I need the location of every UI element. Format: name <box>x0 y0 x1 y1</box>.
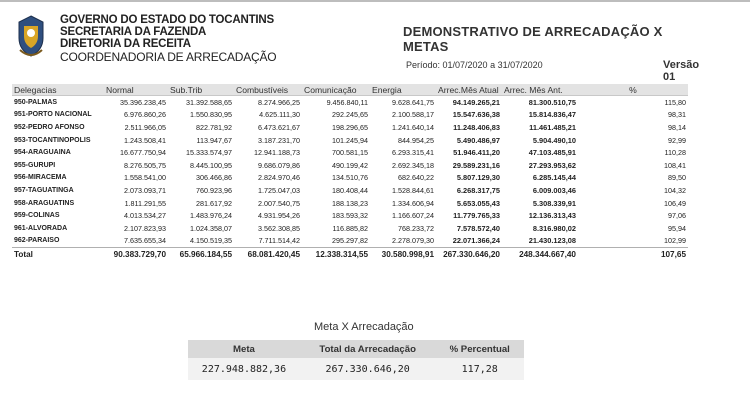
cell-combustiveis: 3.187.231,70 <box>258 135 300 145</box>
cell-combustiveis: 4.931.954,26 <box>258 211 300 221</box>
table-row <box>12 134 688 147</box>
cell-delegacias: 962-PARAISO <box>14 237 60 245</box>
cell-comunicacao: 180.408,44 <box>332 185 368 195</box>
table-row <box>12 109 688 122</box>
cell-delegacias: 956-MIRACEMA <box>14 174 67 182</box>
cell-percent: 92,99 <box>668 135 686 145</box>
cell-energia: 2.278.079,30 <box>392 236 434 246</box>
cell-comunicacao: 183.593,32 <box>332 211 368 221</box>
cell-sub-trib: 31.392.588,65 <box>186 97 232 107</box>
cell-sub-trib: 4.150.519,35 <box>190 236 232 246</box>
cell-arrec-mes-atual: 7.578.572,40 <box>456 223 500 233</box>
cell-energia: 844.954,25 <box>398 135 434 145</box>
cell-normal: 2.107.823,93 <box>124 223 166 233</box>
cell-percent: 89,50 <box>668 173 686 183</box>
cell-sub-trib: 15.333.574,97 <box>186 148 232 158</box>
cell-energia: 1.241.640,14 <box>392 122 434 132</box>
cell-percent: 98,31 <box>668 110 686 120</box>
total-delegacias: Total <box>12 248 104 261</box>
cell-arrec-mes-ant: 81.300.510,75 <box>528 97 576 107</box>
cell-arrec-mes-atual: 5.653.055,43 <box>456 198 500 208</box>
cell-comunicacao: 198.296,65 <box>332 122 368 132</box>
total-percent: 107,65 <box>578 248 688 261</box>
table-header-row <box>12 84 688 96</box>
cell-percent: 106,49 <box>664 198 686 208</box>
table-row <box>12 96 688 109</box>
column-header-energia: Energia <box>370 84 436 96</box>
cell-normal: 1.811.291,55 <box>124 198 166 208</box>
meta-header-meta: Meta <box>188 340 300 358</box>
table-row <box>12 222 688 235</box>
cell-sub-trib: 306.466,86 <box>196 173 232 183</box>
cell-energia: 2.100.588,17 <box>392 110 434 120</box>
cell-sub-trib: 822.781,92 <box>196 122 232 132</box>
cell-comunicacao: 116.885,82 <box>332 223 368 233</box>
cell-combustiveis: 8.274.966,25 <box>258 97 300 107</box>
cell-arrec-mes-atual: 29.589.231,16 <box>452 160 500 170</box>
column-header-percent: % <box>578 84 688 96</box>
cell-percent: 97,06 <box>668 211 686 221</box>
cell-combustiveis: 7.711.514,42 <box>258 236 300 246</box>
table-row <box>12 146 688 159</box>
report-period: Período: 01/07/2020 a 31/07/2020 <box>406 60 543 70</box>
cell-delegacias: 959-COLINAS <box>14 212 60 220</box>
cell-percent: 102,99 <box>664 236 686 246</box>
table-row <box>12 209 688 222</box>
cell-normal: 8.276.505,75 <box>124 160 166 170</box>
collection-table <box>12 84 688 261</box>
table-row <box>12 121 688 134</box>
cell-arrec-mes-ant: 21.430.123,08 <box>528 236 576 246</box>
cell-arrec-mes-atual: 11.779.765,33 <box>453 211 500 221</box>
table-row <box>12 197 688 210</box>
cell-combustiveis: 3.562.308,85 <box>258 223 300 233</box>
cell-delegacias: 955-GURUPI <box>14 161 56 169</box>
cell-comunicacao: 292.245,65 <box>332 110 368 120</box>
total-arrec-mes-atual: 267.330.646,20 <box>436 248 502 261</box>
cell-comunicacao: 295.297,82 <box>332 236 368 246</box>
table-row <box>12 172 688 185</box>
cell-percent: 104,32 <box>664 185 686 195</box>
cell-normal: 1.558.541,00 <box>124 173 166 183</box>
cell-delegacias: 958-ARAGUATINS <box>14 199 75 207</box>
cell-percent: 98,14 <box>668 122 686 132</box>
cell-combustiveis: 2.007.540,75 <box>258 198 300 208</box>
cell-arrec-mes-atual: 6.268.317,75 <box>456 185 500 195</box>
cell-normal: 2.073.093,71 <box>124 185 166 195</box>
org-line-directorate: DIRETORIA DA RECEITA <box>60 38 191 50</box>
report-version: Versão 01 <box>663 59 700 83</box>
total-normal: 90.383.729,70 <box>104 248 168 261</box>
cell-sub-trib: 281.617,92 <box>196 198 232 208</box>
total-arrec-mes-ant: 248.344.667,40 <box>502 248 578 261</box>
cell-energia: 1.334.606,94 <box>392 198 434 208</box>
cell-arrec-mes-atual: 22.071.366,24 <box>452 236 500 246</box>
cell-energia: 682.640,22 <box>398 173 434 183</box>
cell-arrec-mes-ant: 27.293.953,62 <box>528 160 576 170</box>
cell-sub-trib: 1.024.358,07 <box>190 223 232 233</box>
meta-summary-table <box>188 340 524 380</box>
cell-arrec-mes-atual: 11.248.406,83 <box>453 122 500 132</box>
meta-header-percent: % Percentual <box>435 340 524 358</box>
meta-value-total: 267.330.646,20 <box>300 358 436 380</box>
top-rule <box>0 0 750 2</box>
cell-normal: 16.677.750,94 <box>120 148 166 158</box>
cell-delegacias: 952-PEDRO AFONSO <box>14 123 85 131</box>
cell-arrec-mes-atual: 15.547.636,38 <box>452 110 500 120</box>
cell-arrec-mes-ant: 11.461.485,21 <box>529 122 576 132</box>
total-energia: 30.580.998,91 <box>370 248 436 261</box>
org-line-coordination: COORDENADORIA DE ARRECADAÇÃO <box>60 50 277 64</box>
org-line-government: GOVERNO DO ESTADO DO TOCANTINS <box>60 14 275 26</box>
cell-delegacias: 961-ALVORADA <box>14 224 68 232</box>
cell-delegacias: 954-ARAGUAINA <box>14 149 71 157</box>
cell-combustiveis: 1.725.047,03 <box>258 185 300 195</box>
cell-sub-trib: 1.550.830,95 <box>190 110 232 120</box>
state-coat-of-arms-icon <box>16 14 46 58</box>
cell-normal: 6.976.860,26 <box>124 110 166 120</box>
cell-comunicacao: 490.199,42 <box>332 160 368 170</box>
report-title: DEMONSTRATIVO DE ARRECADAÇÃO X METAS <box>403 24 663 54</box>
cell-normal: 1.243.508,41 <box>124 135 166 145</box>
cell-arrec-mes-atual: 5.490.486,97 <box>456 135 500 145</box>
report-header <box>8 10 700 83</box>
cell-delegacias: 953-TOCANTINOPOLIS <box>14 136 91 144</box>
cell-percent: 115,80 <box>664 97 686 107</box>
column-header-comunicacao: Comunicação <box>302 84 370 96</box>
cell-sub-trib: 760.923,96 <box>196 185 232 195</box>
cell-delegacias: 950-PALMAS <box>14 98 58 106</box>
cell-energia: 2.692.345,18 <box>392 160 434 170</box>
cell-arrec-mes-ant: 47.103.485,91 <box>528 148 576 158</box>
cell-comunicacao: 134.510,76 <box>332 173 368 183</box>
column-header-delegacias: Delegacias <box>12 84 104 96</box>
cell-comunicacao: 101.245,94 <box>332 135 368 145</box>
meta-header-row <box>188 340 524 358</box>
cell-percent: 95,94 <box>668 223 686 233</box>
cell-arrec-mes-ant: 8.316.980,02 <box>532 223 576 233</box>
cell-normal: 4.013.534,27 <box>124 211 166 221</box>
column-header-normal: Normal <box>104 84 168 96</box>
table-row <box>12 159 688 172</box>
column-header-combustiveis: Combustíveis <box>234 84 302 96</box>
meta-summary-title: Meta X Arrecadação <box>314 321 414 333</box>
total-comunicacao: 12.338.314,55 <box>302 248 370 261</box>
cell-comunicacao: 700.581,15 <box>332 148 368 158</box>
table-total-row <box>12 248 688 261</box>
cell-sub-trib: 113.947,67 <box>196 135 232 145</box>
cell-arrec-mes-ant: 5.904.490,10 <box>532 135 576 145</box>
cell-arrec-mes-atual: 51.946.411,20 <box>453 148 500 158</box>
org-line-secretariat: SECRETARIA DA FAZENDA <box>60 26 207 38</box>
cell-arrec-mes-atual: 5.807.129,30 <box>456 173 500 183</box>
cell-combustiveis: 4.625.111,30 <box>259 110 300 120</box>
cell-combustiveis: 2.824.970,46 <box>258 173 300 183</box>
column-header-arrec-mes-ant: Arrec. Mês Ant. <box>502 84 578 96</box>
meta-value-meta: 227.948.882,36 <box>188 358 300 380</box>
cell-arrec-mes-ant: 6.009.003,46 <box>532 185 576 195</box>
cell-percent: 108,41 <box>664 160 686 170</box>
cell-comunicacao: 188.138,23 <box>332 198 368 208</box>
column-header-arrec-mes-atual: Arrec.Mês Atual <box>436 84 502 96</box>
column-header-sub-trib: Sub.Trib <box>168 84 234 96</box>
cell-arrec-mes-ant: 12.136.313,43 <box>528 211 576 221</box>
meta-header-total: Total da Arrecadação <box>300 340 436 358</box>
cell-delegacias: 951-PORTO NACIONAL <box>14 111 92 119</box>
cell-percent: 110,28 <box>664 148 686 158</box>
cell-energia: 1.166.607,24 <box>392 211 434 221</box>
table-row <box>12 184 688 197</box>
table-row <box>12 235 688 248</box>
cell-combustiveis: 9.686.079,86 <box>258 160 300 170</box>
meta-value-percent: 117,28 <box>435 358 524 380</box>
cell-energia: 1.528.844,61 <box>392 185 434 195</box>
cell-energia: 6.293.315,41 <box>392 148 434 158</box>
cell-sub-trib: 1.483.976,24 <box>190 211 232 221</box>
cell-energia: 768.233,72 <box>398 223 434 233</box>
cell-sub-trib: 8.445.100,95 <box>190 160 232 170</box>
total-sub-trib: 65.966.184,55 <box>168 248 234 261</box>
cell-arrec-mes-ant: 15.814.836,47 <box>528 110 576 120</box>
cell-normal: 35.396.238,45 <box>120 97 166 107</box>
meta-value-row <box>188 358 524 380</box>
cell-energia: 9.628.641,75 <box>392 97 434 107</box>
cell-arrec-mes-atual: 94.149.265,21 <box>452 97 500 107</box>
cell-arrec-mes-ant: 5.308.339,91 <box>532 198 576 208</box>
total-combustiveis: 68.081.420,45 <box>234 248 302 261</box>
cell-normal: 7.635.655,34 <box>124 236 166 246</box>
cell-comunicacao: 9.456.840,11 <box>326 97 368 107</box>
cell-delegacias: 957-TAGUATINGA <box>14 186 74 194</box>
cell-normal: 2.511.966,05 <box>124 122 166 132</box>
cell-combustiveis: 6.473.621,67 <box>258 122 300 132</box>
cell-arrec-mes-ant: 6.285.145,44 <box>532 173 576 183</box>
cell-combustiveis: 12.941.188,73 <box>254 148 300 158</box>
